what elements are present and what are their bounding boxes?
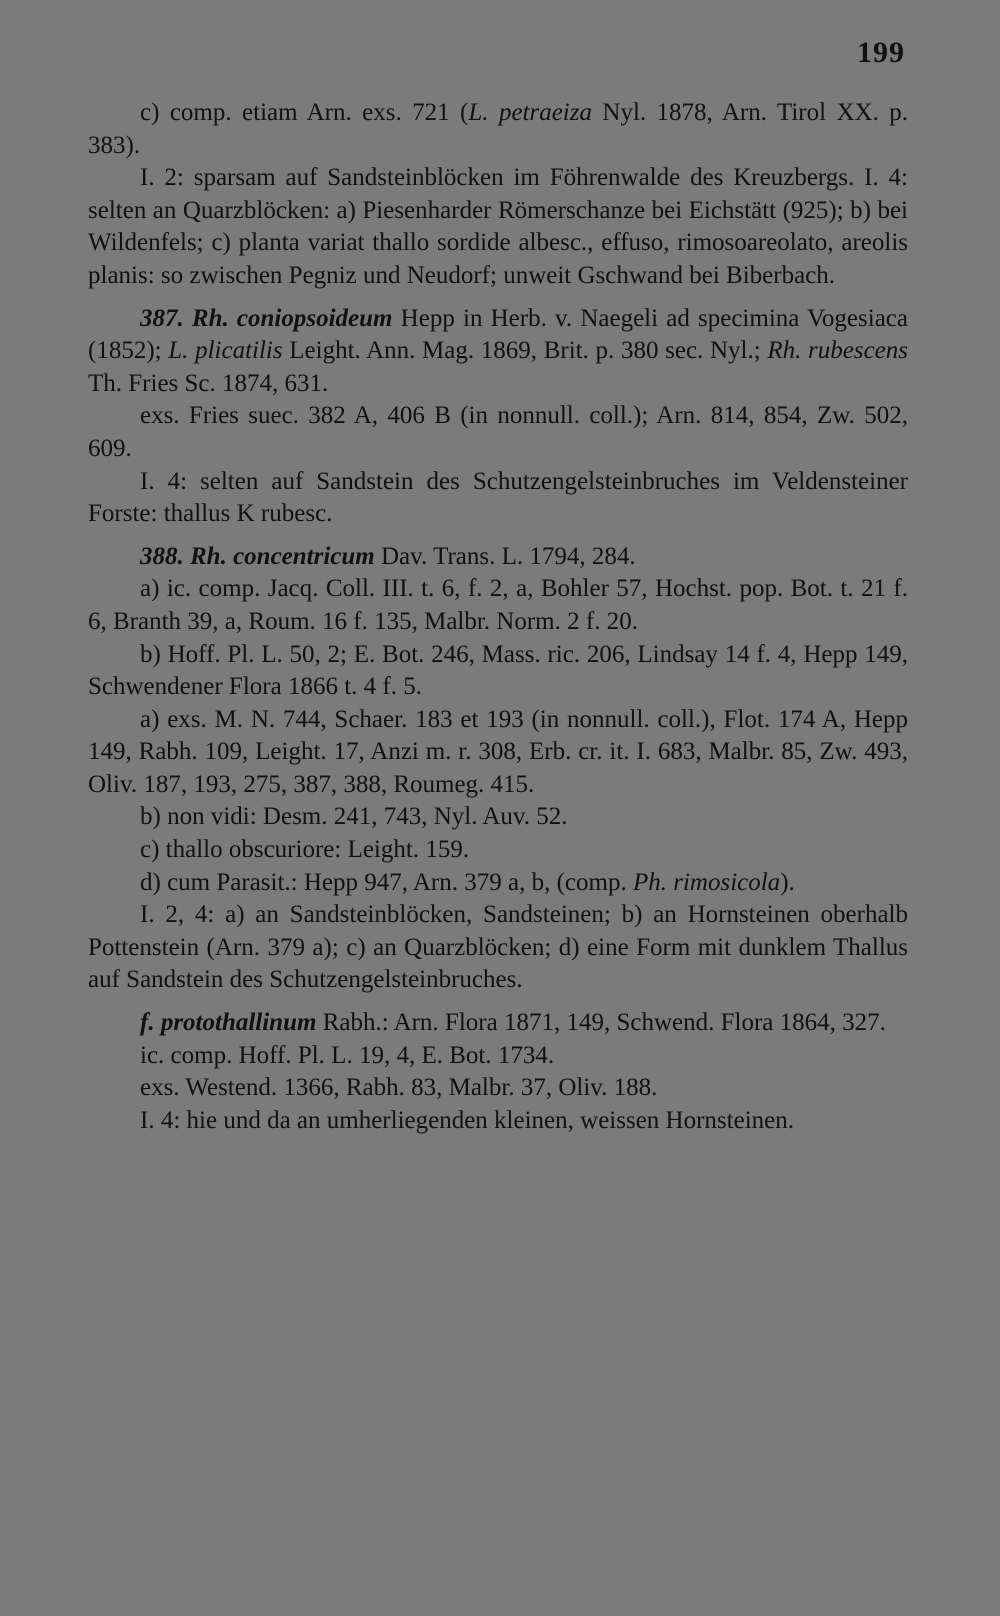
text-run: b) non vidi: Desm. 241, 743, Nyl. Auv. 52. bbox=[140, 803, 568, 831]
paragraph bbox=[88, 704, 908, 802]
paragraph bbox=[88, 1105, 908, 1138]
text-run: exs. Westend. 1366, Rabh. 83, Malbr. 37, Oliv. 188. bbox=[140, 1074, 658, 1102]
paragraph bbox=[88, 541, 908, 574]
text-run: a) exs. M. N. 744, Schaer. 183 et 193 (in nonnull. coll.), Flot. 174 A, Hepp 149, Rabh. 109, Leight. 17, Anzi m. r. 308, Erb. cr. it. I. 683, Malbr. 85, Zw. 493, Oliv. 187, 193, 275, 387, 388, Roumeg. 415. bbox=[88, 705, 908, 798]
taxon-name: Ph. rimosicola bbox=[632, 868, 781, 896]
text-run: Nyl. 1878, Arn. Tirol XX. p. 383). bbox=[88, 99, 908, 159]
text-run: ic. comp. Hoff. Pl. L. 19, 4, E. Bot. 1734. bbox=[140, 1041, 555, 1069]
taxon-name: Rh. rubescens bbox=[767, 337, 908, 365]
entry-heading: 387. Rh. coniopsoideum bbox=[140, 304, 393, 332]
text-run: Th. Fries Sc. 1874, 631. bbox=[88, 369, 329, 397]
text-run: c) comp. etiam Arn. exs. 721 ( bbox=[140, 99, 469, 126]
text-run: I. 2, 4: a) an Sandsteinblöcken, Sandsteinen; b) an Hornsteinen oberhalb Pottenstein (Arn. 379 a); c) an Quarzblöcken; d) eine Form mit dunklem Thallus auf Sandstein des Schutzengelsteinbruches. bbox=[88, 901, 908, 994]
paragraph bbox=[88, 303, 908, 401]
text-run: Rabh.: Arn. Flora 1871, 149, Schwend. Flora 1864, 327. bbox=[316, 1009, 886, 1037]
page-number: 199 bbox=[857, 36, 905, 69]
paragraph bbox=[88, 867, 908, 900]
paragraph bbox=[88, 1072, 908, 1105]
paragraph bbox=[88, 573, 908, 638]
text-run: Hepp in Herb. v. Naegeli ad specimina Vogesiaca (1852); bbox=[88, 304, 908, 365]
taxon-name: L. petraeiza bbox=[468, 99, 592, 126]
text-run: ). bbox=[780, 868, 795, 896]
paragraph bbox=[88, 97, 908, 162]
paragraph bbox=[88, 162, 908, 292]
text-run: d) cum Parasit.: Hepp 947, Arn. 379 a, b, (comp. bbox=[140, 868, 633, 896]
text-run: exs. Fries suec. 382 A, 406 B (in nonnull. coll.); Arn. 814, 854, Zw. 502, 609. bbox=[88, 402, 908, 462]
paragraph bbox=[88, 466, 908, 531]
taxon-name: L. plicatilis bbox=[168, 337, 283, 365]
entry-heading: f. protothallinum bbox=[140, 1009, 317, 1037]
text-run: Dav. Trans. L. 1794, 284. bbox=[374, 542, 636, 570]
paragraph bbox=[88, 1040, 908, 1073]
text-run: c) thallo obscuriore: Leight. 159. bbox=[140, 836, 470, 864]
text-run: b) Hoff. Pl. L. 50, 2; E. Bot. 246, Mass. ric. 206, Lindsay 14 f. 4, Hepp 149, Schwendener Flora 1866 t. 4 f. 5. bbox=[88, 640, 908, 701]
text-run: I. 4: hie und da an umherliegenden kleinen, weissen Hornsteinen. bbox=[140, 1106, 794, 1134]
text-run: I. 4: selten auf Sandstein des Schutzengelsteinbruches im Veldensteiner Forste: thallus K rubesc. bbox=[88, 467, 908, 528]
paragraph bbox=[88, 801, 908, 834]
paragraph bbox=[88, 834, 908, 867]
paragraph bbox=[88, 400, 908, 465]
text-run: a) ic. comp. Jacq. Coll. III. t. 6, f. 2, a, Bohler 57, Hochst. pop. Bot. t. 21 f. 6, Branth 39, a, Roum. 16 f. 135, Malbr. Norm. 2 f. 20. bbox=[88, 575, 908, 635]
paragraph bbox=[88, 1007, 908, 1040]
paragraph bbox=[88, 639, 908, 704]
entry-heading: 388. Rh. concentricum bbox=[140, 542, 375, 570]
paragraph bbox=[88, 899, 908, 997]
page-body-text bbox=[88, 97, 908, 1137]
text-run: I. 2: sparsam auf Sandsteinblöcken im Föhrenwalde des Kreuzbergs. I. 4: selten an Quarzblöcken: a) Piesenharder Römerschanze bei Eichstätt (925); b) bei Wildenfels; c) planta variat thallo sordide albesc., effuso, rimosoareolato, areolis planis: so zwischen Pegniz und Neudorf; unweit Gschwand bei Biberbach. bbox=[88, 164, 908, 289]
text-run: Leight. Ann. Mag. 1869, Brit. p. 380 sec. Nyl.; bbox=[282, 337, 768, 365]
